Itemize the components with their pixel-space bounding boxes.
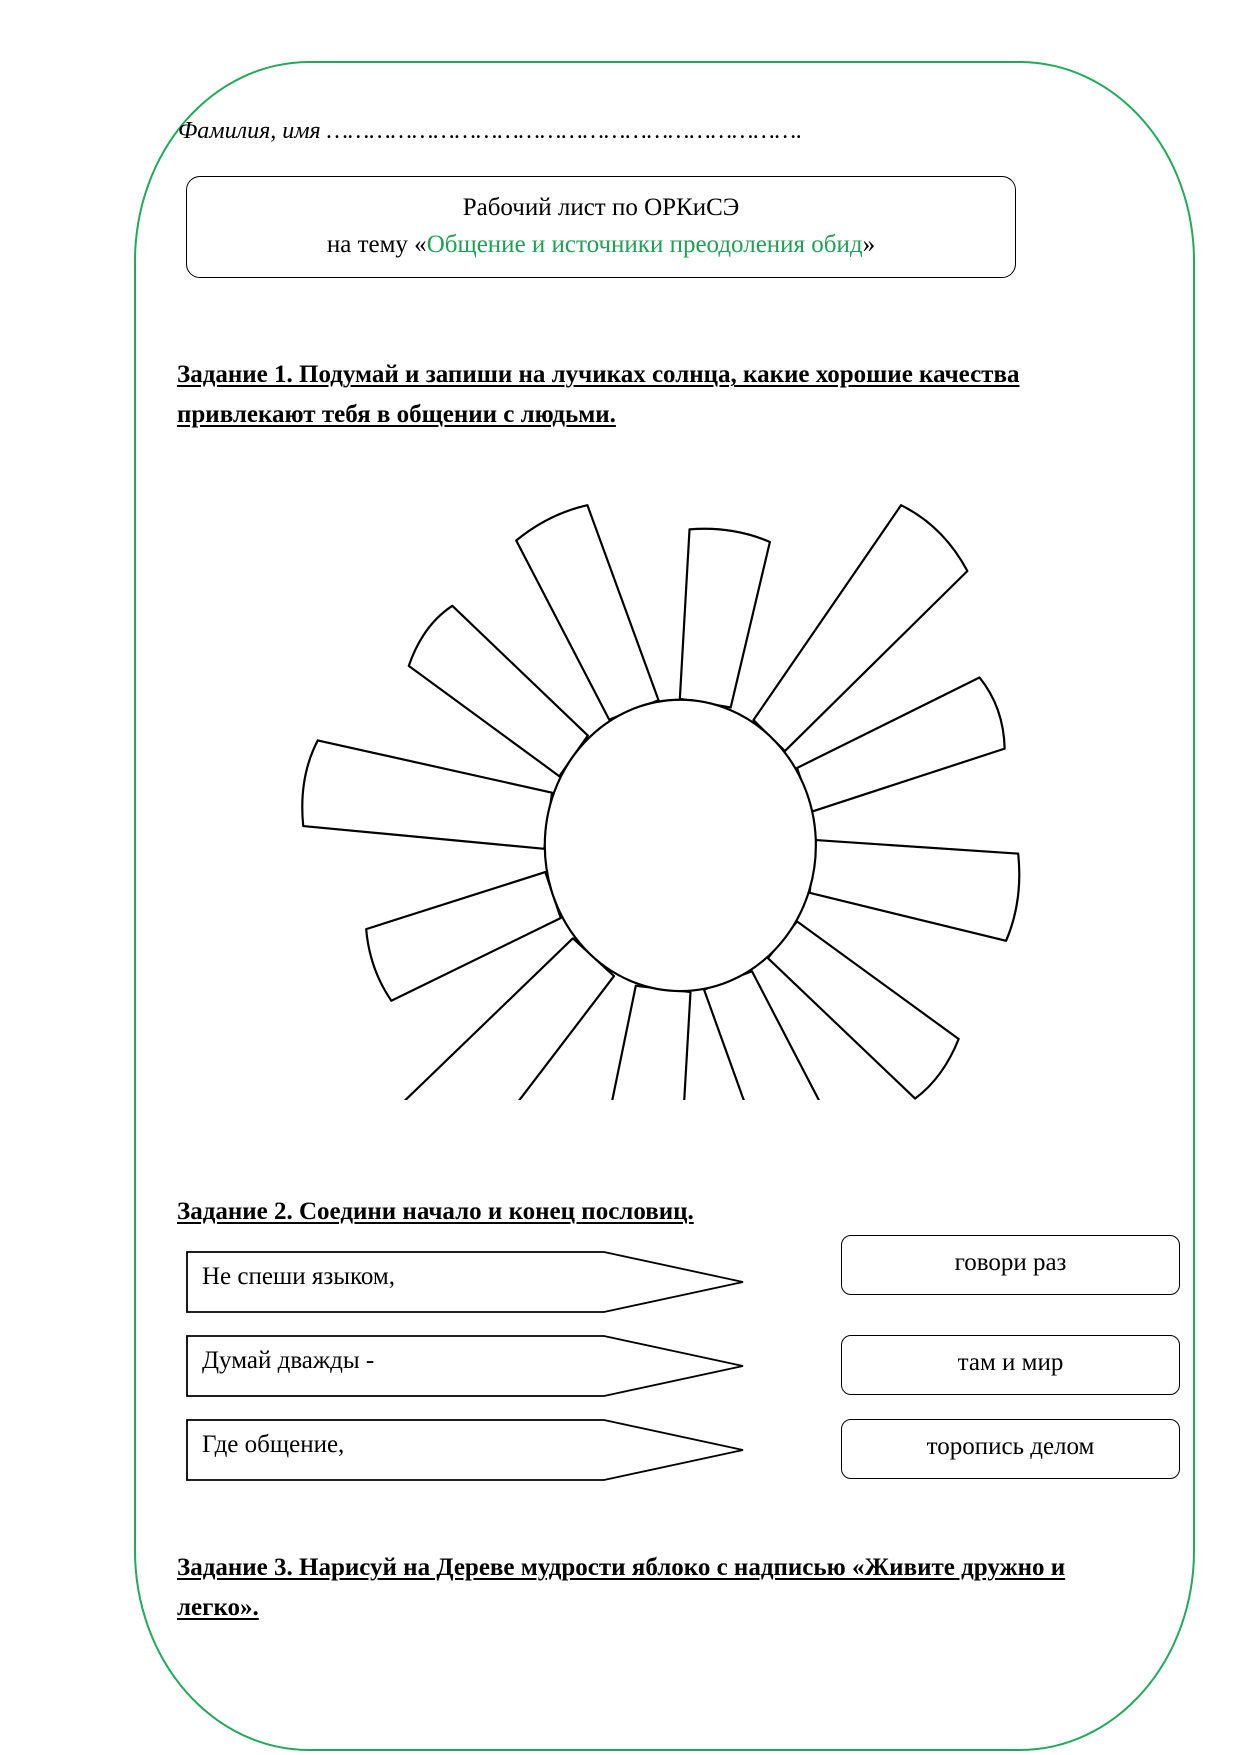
sun-ray[interactable] (599, 986, 690, 1100)
worksheet-topic-line: на тему «Общение и источники преодоления обид» (326, 231, 876, 258)
name-fill-dots: …………………………………………………………. (326, 118, 803, 144)
sun-ray[interactable] (680, 529, 770, 708)
proverb-beginning-text: Думай дважды - (202, 1347, 375, 1374)
sun-center[interactable] (545, 700, 816, 991)
task2-heading: Задание 2. Соедини начало и конец пословиц. (177, 1198, 694, 1225)
student-name-field[interactable] (178, 118, 802, 145)
proverb-ending[interactable]: торопись делом (841, 1419, 1180, 1479)
name-label: Фамилия, имя (178, 118, 321, 144)
proverb-beginning[interactable] (186, 1335, 746, 1397)
proverb-beginning-text: Где общение, (202, 1431, 345, 1458)
worksheet-title: Рабочий лист по ОРКиСЭ (462, 194, 740, 221)
sun-ray[interactable] (810, 840, 1020, 941)
proverb-beginning[interactable] (186, 1419, 746, 1481)
proverb-ending[interactable]: там и мир (841, 1335, 1180, 1395)
sun-ray[interactable] (302, 740, 552, 848)
sun-diagram (280, 480, 1040, 1100)
proverb-beginning[interactable] (186, 1251, 746, 1313)
proverb-ending[interactable]: говори раз (841, 1235, 1180, 1295)
task1-heading: Задание 1. Подумай и запиши на лучиках солнца, какие хорошие качества привлекают тебя в общении с людьми. (177, 361, 1020, 428)
task3-heading: Задание 3. Нарисуй на Дереве мудрости яблоко с надписью «Живите дружно и легко». (177, 1554, 1066, 1621)
worksheet-topic: Общение и источники преодоления обид (426, 231, 863, 258)
worksheet-title-box (186, 176, 1016, 278)
proverb-beginning-text: Не спеши языком, (202, 1263, 395, 1290)
sun-ray[interactable] (409, 606, 588, 776)
